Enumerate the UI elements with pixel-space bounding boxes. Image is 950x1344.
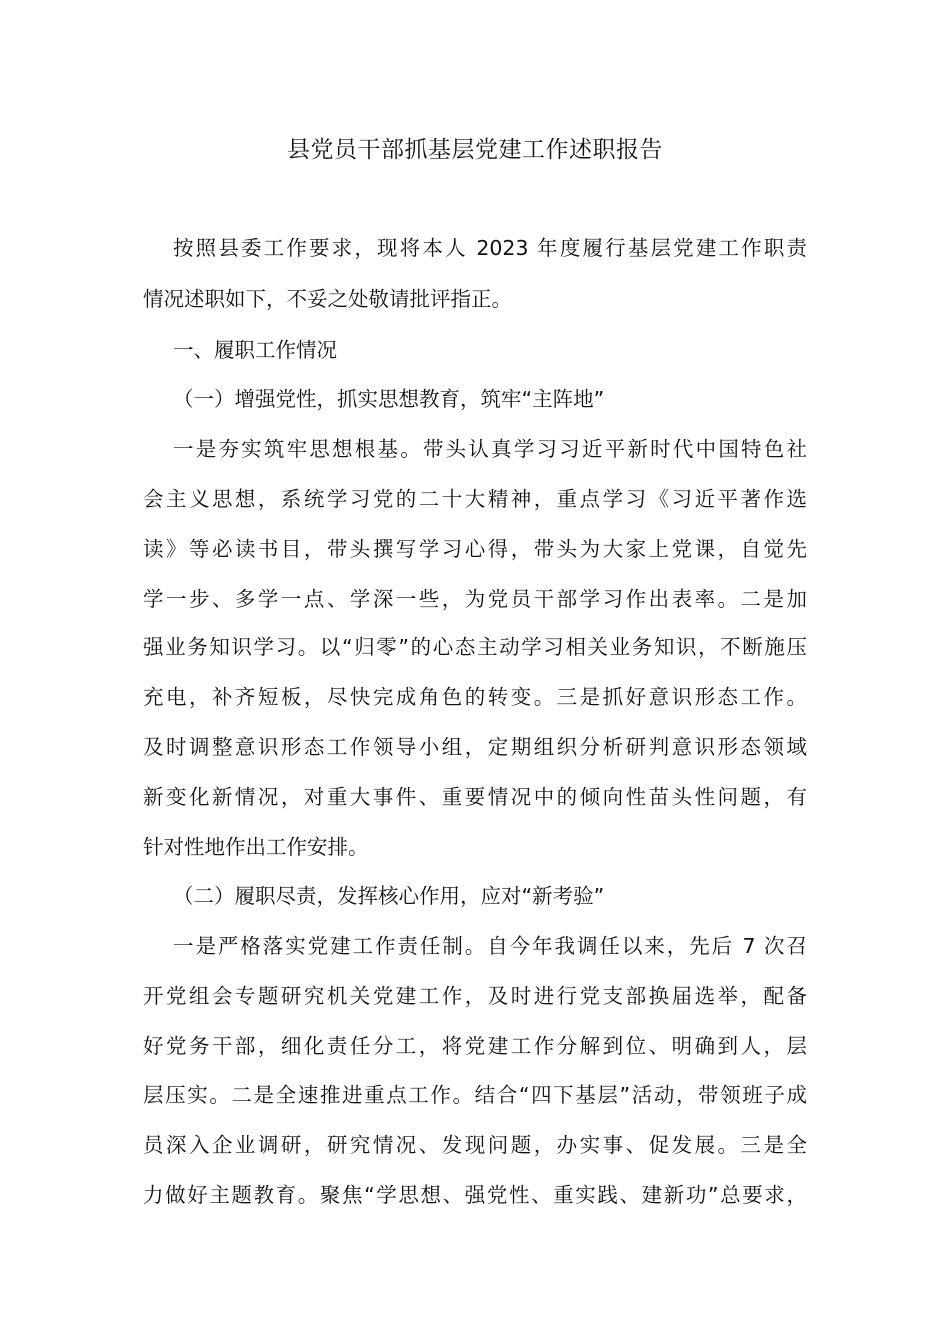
paragraph-line: 针对性地作出工作安排。 [143, 835, 369, 859]
paragraph-line: 员深入企业调研，研究情况、发现问题，办实事、促发展。三是全 [143, 1133, 807, 1157]
paragraph-line: 层压实。二是全速推进重点工作。结合“四下基层”活动，带领班子成 [143, 1083, 807, 1107]
paragraph-line: 读》等必读书目，带头撰写学习心得，带头为大家上党课，自觉先 [143, 537, 807, 561]
paragraph-line: 情况述职如下，不妥之处敬请批评指正。 [143, 287, 512, 311]
paragraph-line: 一是夯实筑牢思想根基。带头认真学习习近平新时代中国特色社 [173, 437, 807, 461]
document-title: 县党员干部抓基层党建工作述职报告 [287, 137, 663, 163]
paragraph-line: 新变化新情况，对重大事件、重要情况中的倾向性苗头性问题，有 [143, 785, 807, 809]
paragraph-line: 会主义思想，系统学习党的二十大精神，重点学习《习近平著作选 [143, 487, 807, 511]
paragraph-line: 好党务干部，细化责任分工，将党建工作分解到位、明确到人，层 [143, 1034, 807, 1058]
paragraph-line: 强业务知识学习。以“归零”的心态主动学习相关业务知识，不断施压 [143, 635, 807, 659]
subsection-heading: （一）增强党性，抓实思想教育，筑牢“主阵地” [173, 387, 605, 411]
subsection-heading: （二）履职尽责，发挥核心作用，应对“新考验” [173, 884, 605, 908]
paragraph-line: 充电，补齐短板，尽快完成角色的转变。三是抓好意识形态工作。 [143, 685, 807, 709]
paragraph-line: 学一步、多学一点、学深一些，为党员干部学习作出表率。二是加 [143, 587, 807, 611]
paragraph-line: 及时调整意识形态工作领导小组，定期组织分析研判意识形态领域 [143, 735, 807, 759]
paragraph-line: 力做好主题教育。聚焦“学思想、强党性、重实践、建新功”总要求， [143, 1183, 807, 1207]
paragraph-line: 一是严格落实党建工作责任制。自今年我调任以来，先后 7 次召 [173, 934, 807, 958]
section-heading: 一、履职工作情况 [173, 338, 337, 362]
paragraph-line: 开党组会专题研究机关党建工作，及时进行党支部换届选举，配备 [143, 984, 807, 1008]
paragraph-line: 按照县委工作要求，现将本人 2023 年度履行基层党建工作职责 [173, 236, 807, 260]
